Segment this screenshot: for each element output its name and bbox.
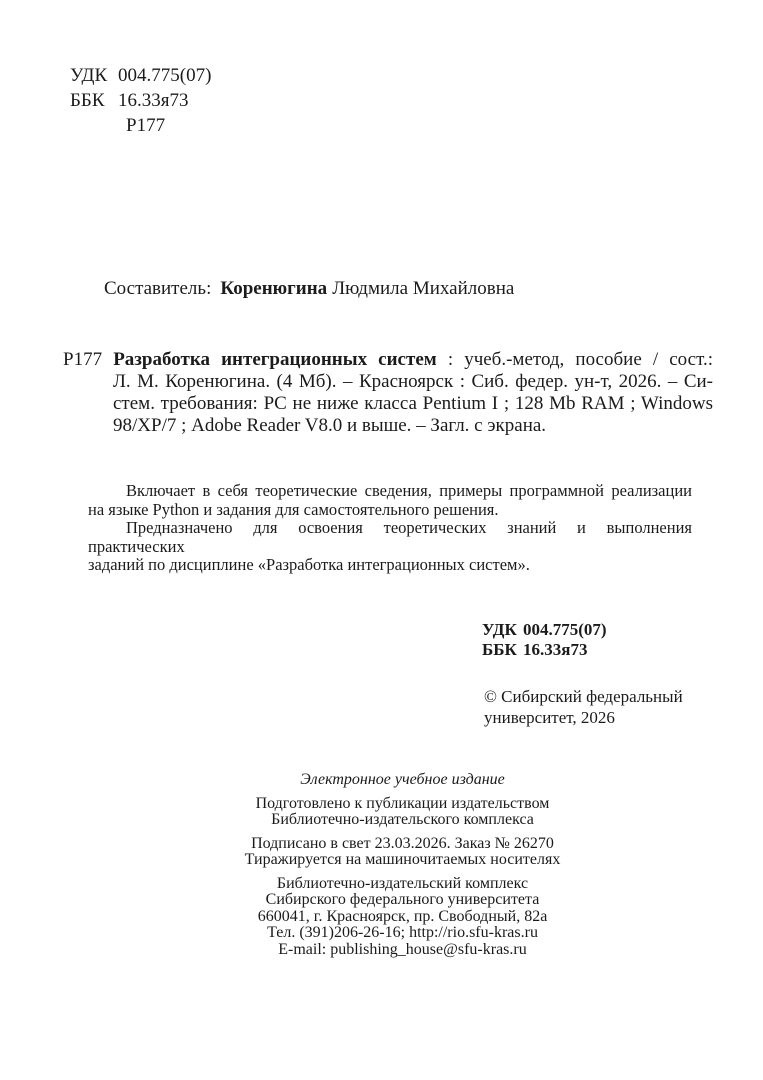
bib-line-1 (63, 349, 713, 371)
compiler-label: Составитель: (104, 278, 212, 299)
copyright-line-1: © Сибирский федеральный (484, 687, 683, 706)
bib-line-2: Л. М. Коренюгина. (4 Мб). – Красноярск : Сиб. федер. ун-т, 2026. – Си- (113, 371, 713, 392)
bottom-bbk-row (482, 640, 607, 660)
bottom-udc-label: УДК (482, 620, 517, 639)
bottom-bbk-value: 16.33я73 (523, 639, 588, 659)
bib-code: Р177 (63, 349, 103, 370)
bottom-bbk-label: ББК (482, 639, 517, 659)
annotation-p1-line2: на языке Python и задания для самостоятельного решения. (88, 499, 499, 519)
bottom-udc-row (482, 620, 607, 640)
prepared-by-line-2: Библиотечно-издательского комплекса (271, 811, 534, 828)
bib-title: Разработка интеграционных систем (113, 349, 437, 370)
bbk-row (70, 88, 211, 113)
edition-type-line: Электронное учебное издание (300, 771, 505, 788)
bib-line-1-rest: : учеб.-метод, пособие / сост.: (447, 349, 713, 370)
imprint-block (90, 772, 715, 958)
copyright-block (484, 687, 683, 728)
edition-type-group (90, 772, 715, 789)
bottom-udc-value: 004.775(07) (523, 620, 607, 639)
author-sign-row (70, 113, 211, 138)
signed-media-group (90, 836, 715, 869)
bbk-label: ББК (70, 90, 105, 111)
publisher-name-line: Библиотечно-издательский комплекс (276, 874, 529, 892)
copyright-line-2: университет, 2026 (484, 707, 615, 727)
bottom-classification-block (482, 620, 607, 659)
annotation-p1-line1: Включает в себя теоретические сведения, примеры программной реализации (126, 481, 692, 500)
prepared-by-group (90, 796, 715, 829)
annotation-p2-line1: Предназначено для освоения теоретических знаний и выполнения практических (88, 518, 692, 556)
prepared-by-line-1: Подготовлено к публикации издательством (255, 794, 550, 812)
compiler-name: Людмила Михайловна (332, 278, 515, 299)
media-line: Тиражируется на машиночитаемых носителях (244, 851, 561, 868)
publisher-group (90, 876, 715, 959)
compiler-line (104, 278, 514, 300)
udc-value: 004.775(07) (118, 65, 212, 86)
annotation (88, 482, 692, 575)
publisher-org-line: Сибирского федерального университета (265, 891, 540, 908)
bib-line-4: 98/ХР/7 ; Adobe Reader V8.0 и выше. – Загл. с экрана. (113, 415, 547, 436)
author-sign: Р177 (126, 115, 166, 136)
author-sign-spacer (70, 113, 118, 138)
bib-line-3: стем. требования: PC не ниже класса Pentium I ; 128 Mb RAM ; Windows (113, 393, 713, 414)
top-classification-block (70, 63, 211, 138)
udc-label: УДК (70, 65, 108, 86)
annotation-p2-line2: заданий по дисциплине «Разработка интеграционных систем». (88, 555, 530, 574)
publisher-phone-web-line: Тел. (391)206-26-16; http://rio.sfu-kras.ru (267, 924, 538, 941)
signed-date-line: Подписано в свет 23.03.2026. Заказ № 26270 (251, 834, 554, 852)
bbk-value: 16.33я73 (118, 90, 189, 111)
udc-row (70, 63, 211, 88)
publisher-address-line: 660041, г. Красноярск, пр. Свободный, 82а (257, 907, 548, 925)
bibliographic-entry (63, 349, 713, 437)
publisher-email-line: E-mail: publishing_house@sfu-kras.ru (278, 940, 527, 958)
compiler-surname: Коренюгина (220, 278, 328, 299)
